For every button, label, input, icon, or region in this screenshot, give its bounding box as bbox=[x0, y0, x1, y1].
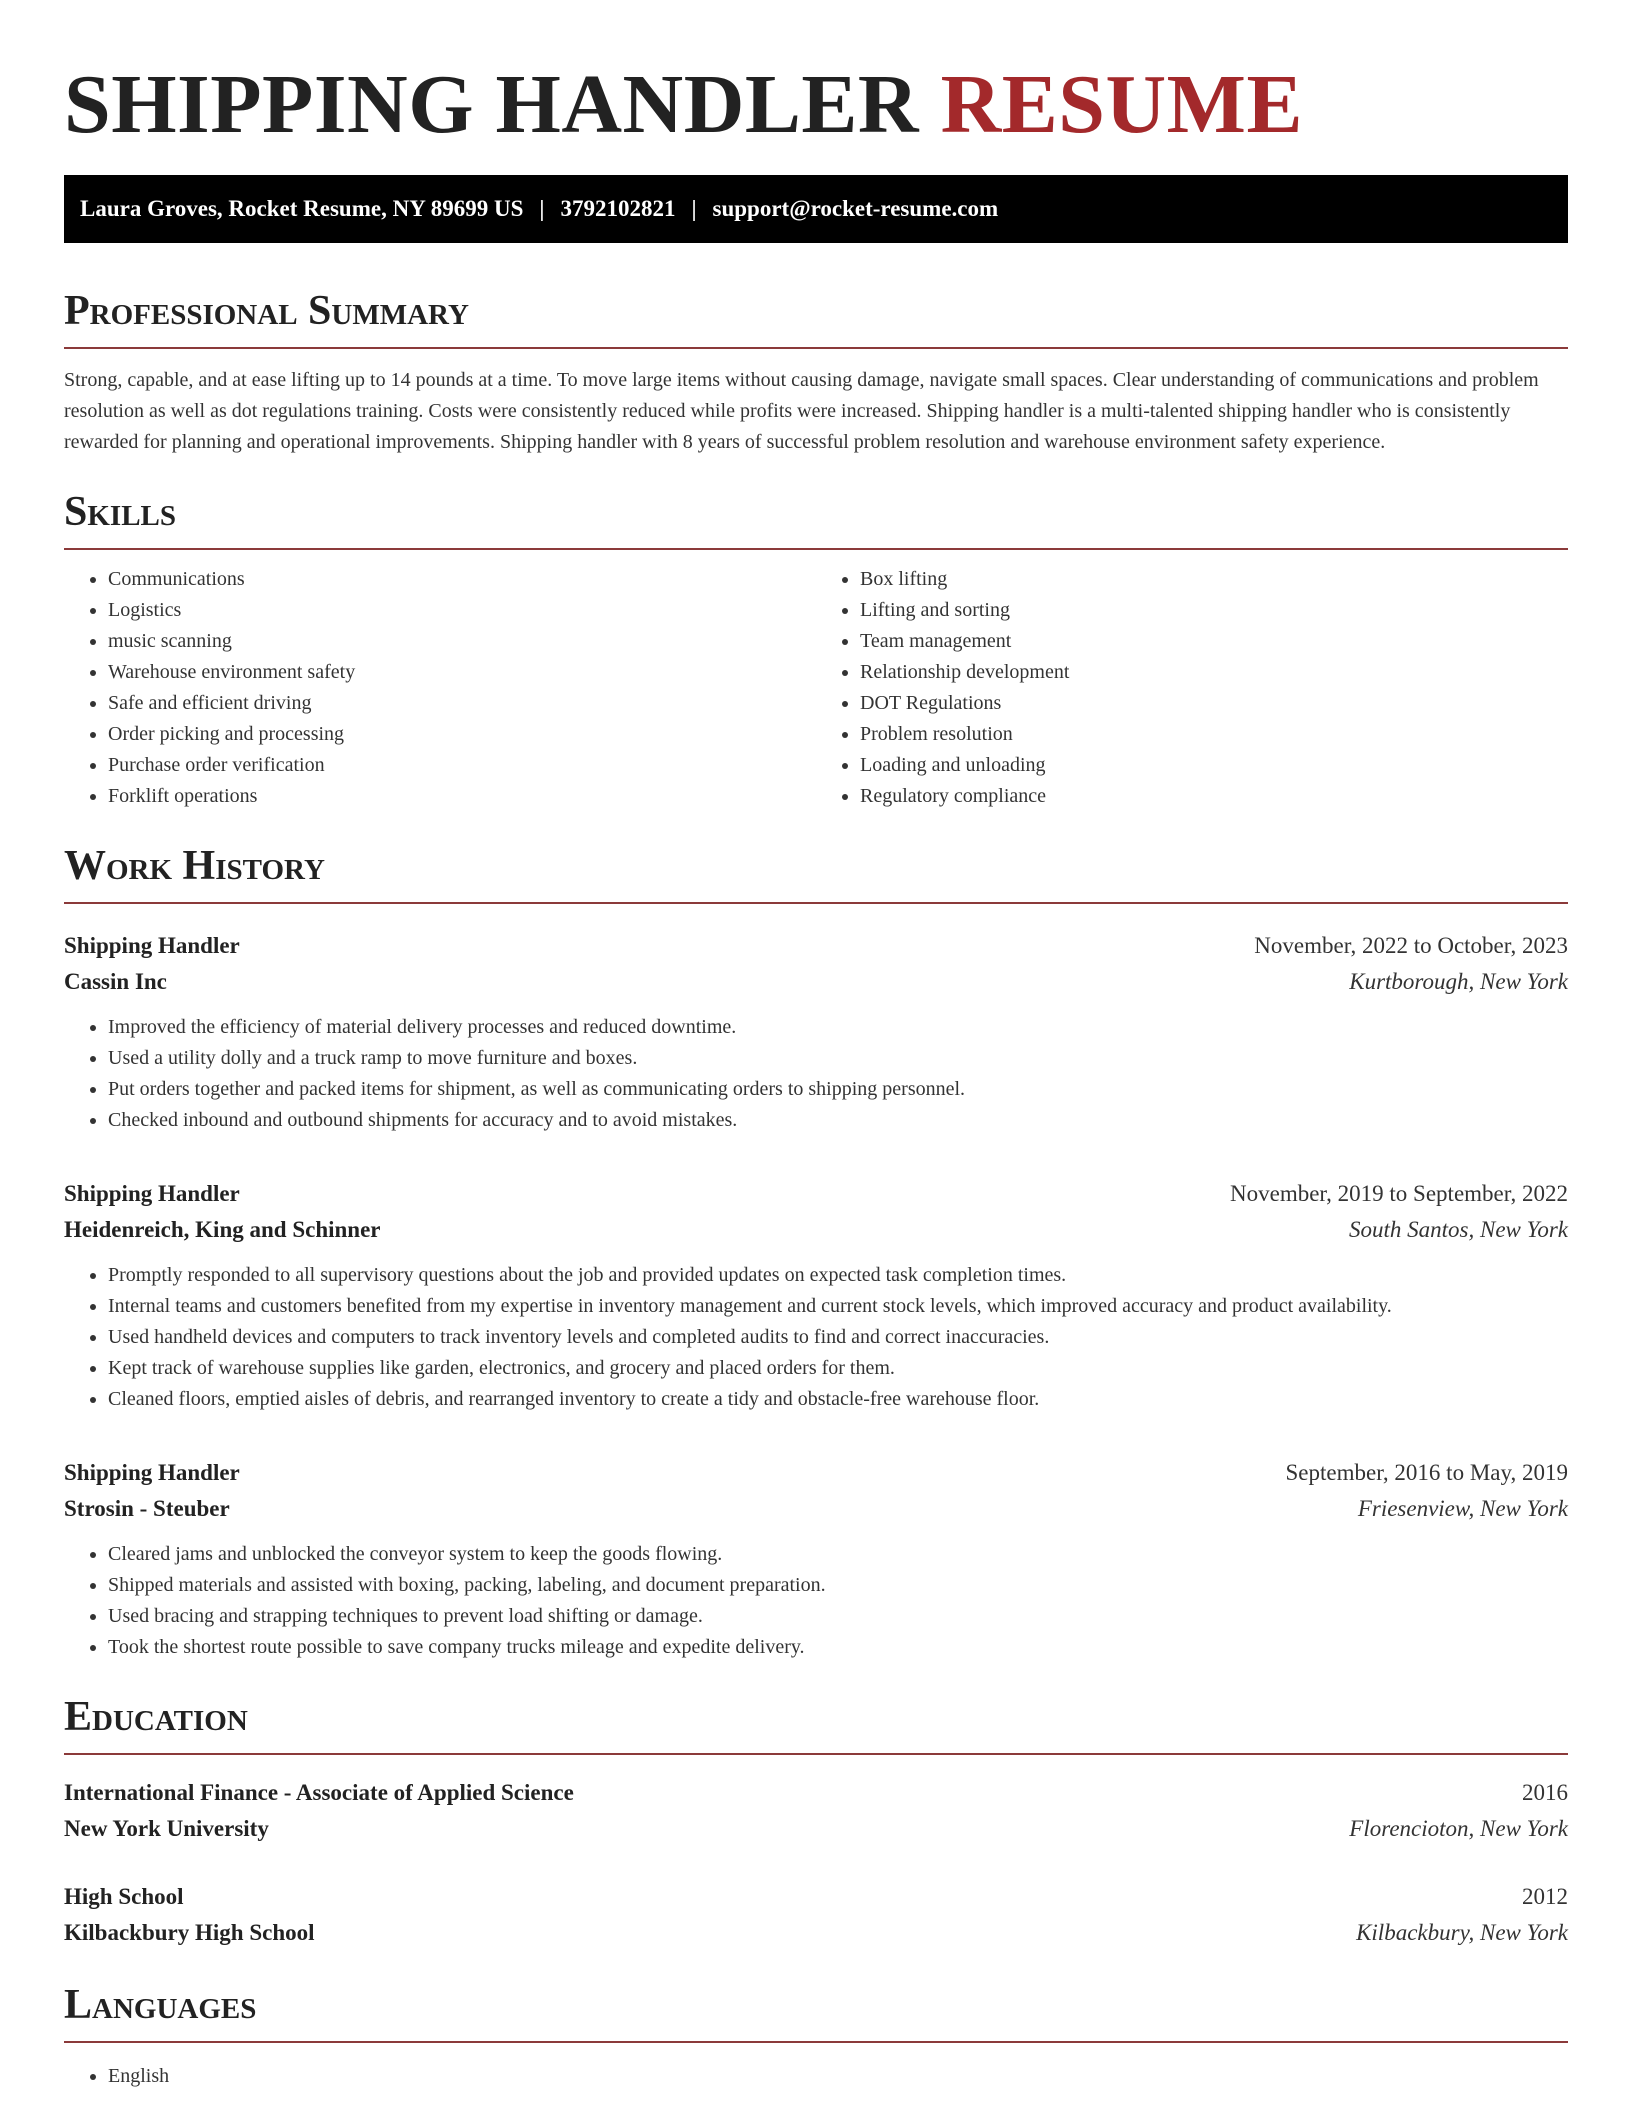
skills-heading: Skills bbox=[64, 488, 1568, 550]
education-entry bbox=[64, 1775, 1568, 1847]
education-degree-row bbox=[64, 1879, 1568, 1915]
job-location: South Santos, New York bbox=[1349, 1217, 1568, 1242]
job-bullet: • Took the shortest route possible to save company trucks mileage and expedite delivery. bbox=[108, 1632, 1568, 1663]
job-bullet: • Cleaned floors, emptied aisles of debris, and rearranged inventory to create a tidy and obstacle-free warehouse floor. bbox=[108, 1384, 1568, 1415]
education-school-row bbox=[64, 1811, 1568, 1847]
job-company-row bbox=[64, 964, 1568, 1000]
job-bullet: • Used a utility dolly and a truck ramp to move furniture and boxes. bbox=[108, 1043, 1568, 1074]
job-bullet: • Promptly responded to all supervisory questions about the job and provided updates on expected task completion times. bbox=[108, 1260, 1568, 1291]
skills-list-left bbox=[64, 564, 816, 812]
job-entry bbox=[64, 1176, 1568, 1415]
job-bullets bbox=[64, 1260, 1568, 1415]
contact-separator: | bbox=[539, 196, 545, 221]
job-location: Kurtborough, New York bbox=[1349, 969, 1568, 994]
skill-item: • Relationship development bbox=[860, 657, 1568, 688]
skills-list-right bbox=[816, 564, 1568, 812]
job-header-row bbox=[64, 1455, 1568, 1491]
job-bullet: • Checked inbound and outbound shipments for accuracy and to avoid mistakes. bbox=[108, 1105, 1568, 1136]
job-company: Heidenreich, King and Schinner bbox=[64, 1217, 381, 1242]
skills-columns bbox=[64, 564, 1568, 812]
skill-item: • Loading and unloading bbox=[860, 750, 1568, 781]
languages-list bbox=[64, 2061, 1568, 2092]
summary-section bbox=[64, 287, 1568, 458]
job-bullets bbox=[64, 1539, 1568, 1663]
resume-title bbox=[64, 0, 1568, 155]
skill-item: • Logistics bbox=[108, 595, 816, 626]
skill-item: • Order picking and processing bbox=[108, 719, 816, 750]
education-entry bbox=[64, 1879, 1568, 1951]
skill-item: • Forklift operations bbox=[108, 781, 816, 812]
work-history-heading: Work History bbox=[64, 842, 1568, 904]
education-degree: High School bbox=[64, 1884, 184, 1909]
education-degree: International Finance - Associate of Applied Science bbox=[64, 1780, 574, 1805]
job-role: Shipping Handler bbox=[64, 1460, 240, 1485]
skill-item: • Team management bbox=[860, 626, 1568, 657]
education-year: 2016 bbox=[1522, 1780, 1568, 1805]
job-entry bbox=[64, 1455, 1568, 1663]
education-year: 2012 bbox=[1522, 1884, 1568, 1909]
skill-item: • DOT Regulations bbox=[860, 688, 1568, 719]
job-location: Friesenview, New York bbox=[1357, 1496, 1568, 1521]
job-company-row bbox=[64, 1491, 1568, 1527]
summary-text: Strong, capable, and at ease lifting up to 14 pounds at a time. To move large items without causing damage, navigate small spaces. Clear understanding of communications and problem resolution as well as dot regulations training. Costs were consistently reduced while profits were increased. Shipping handler is a multi-talented shipping handler who is consistently rewarded for planning and operational improvements. Shipping handler with 8 years of successful problem resolution and warehouse environment safety experience. bbox=[64, 369, 1539, 453]
skills-section bbox=[64, 488, 1568, 812]
contact-address: Laura Groves, Rocket Resume, NY 89699 US bbox=[80, 196, 524, 221]
education-degree-row bbox=[64, 1775, 1568, 1811]
contact-phone: 3792102821 bbox=[560, 196, 676, 221]
education-section bbox=[64, 1693, 1568, 1951]
education-school: Kilbackbury High School bbox=[64, 1920, 315, 1945]
job-dates: November, 2019 to September, 2022 bbox=[1230, 1181, 1568, 1206]
job-company: Strosin - Steuber bbox=[64, 1496, 230, 1521]
title-accent: RESUME bbox=[940, 58, 1303, 151]
job-entry bbox=[64, 928, 1568, 1136]
job-bullet: • Used handheld devices and computers to track inventory levels and completed audits to find and correct inaccuracies. bbox=[108, 1322, 1568, 1353]
skill-item: • Problem resolution bbox=[860, 719, 1568, 750]
skill-item: • Safe and efficient driving bbox=[108, 688, 816, 719]
job-dates: September, 2016 to May, 2019 bbox=[1285, 1460, 1568, 1485]
contact-separator: | bbox=[691, 196, 697, 221]
education-school: New York University bbox=[64, 1816, 269, 1841]
job-bullet: • Kept track of warehouse supplies like garden, electronics, and grocery and placed orders for them. bbox=[108, 1353, 1568, 1384]
languages-heading: Languages bbox=[64, 1981, 1568, 2043]
job-header-row bbox=[64, 928, 1568, 964]
education-location: Kilbackbury, New York bbox=[1356, 1920, 1568, 1945]
job-company: Cassin Inc bbox=[64, 969, 167, 994]
skill-item: • Communications bbox=[108, 564, 816, 595]
skill-item: • Regulatory compliance bbox=[860, 781, 1568, 812]
education-school-row bbox=[64, 1915, 1568, 1951]
job-dates: November, 2022 to October, 2023 bbox=[1254, 933, 1568, 958]
contact-bar bbox=[64, 175, 1568, 243]
job-bullet: • Improved the efficiency of material delivery processes and reduced downtime. bbox=[108, 1012, 1568, 1043]
skill-item: • music scanning bbox=[108, 626, 816, 657]
job-header-row bbox=[64, 1176, 1568, 1212]
job-bullet: • Put orders together and packed items for shipment, as well as communicating orders to shipping personnel. bbox=[108, 1074, 1568, 1105]
contact-email: support@rocket-resume.com bbox=[712, 196, 999, 221]
title-main: SHIPPING HANDLER bbox=[64, 58, 920, 151]
job-role: Shipping Handler bbox=[64, 1181, 240, 1206]
job-bullet: • Internal teams and customers benefited from my expertise in inventory management and current stock levels, which improved accuracy and product availability. bbox=[108, 1291, 1568, 1322]
education-heading: Education bbox=[64, 1693, 1568, 1755]
job-company-row bbox=[64, 1212, 1568, 1248]
skill-item: • Box lifting bbox=[860, 564, 1568, 595]
education-location: Florencioton, New York bbox=[1349, 1816, 1568, 1841]
job-role: Shipping Handler bbox=[64, 933, 240, 958]
skill-item: • Purchase order verification bbox=[108, 750, 816, 781]
skill-item: • Warehouse environment safety bbox=[108, 657, 816, 688]
work-history-section bbox=[64, 842, 1568, 1663]
job-bullet: • Shipped materials and assisted with boxing, packing, labeling, and document preparation. bbox=[108, 1570, 1568, 1601]
skill-item: • Lifting and sorting bbox=[860, 595, 1568, 626]
job-bullet: • Used bracing and strapping techniques to prevent load shifting or damage. bbox=[108, 1601, 1568, 1632]
job-bullet: • Cleared jams and unblocked the conveyor system to keep the goods flowing. bbox=[108, 1539, 1568, 1570]
languages-section bbox=[64, 1981, 1568, 2092]
language-item: • English bbox=[108, 2061, 1568, 2092]
job-bullets bbox=[64, 1012, 1568, 1136]
summary-heading: Professional Summary bbox=[64, 287, 1568, 349]
